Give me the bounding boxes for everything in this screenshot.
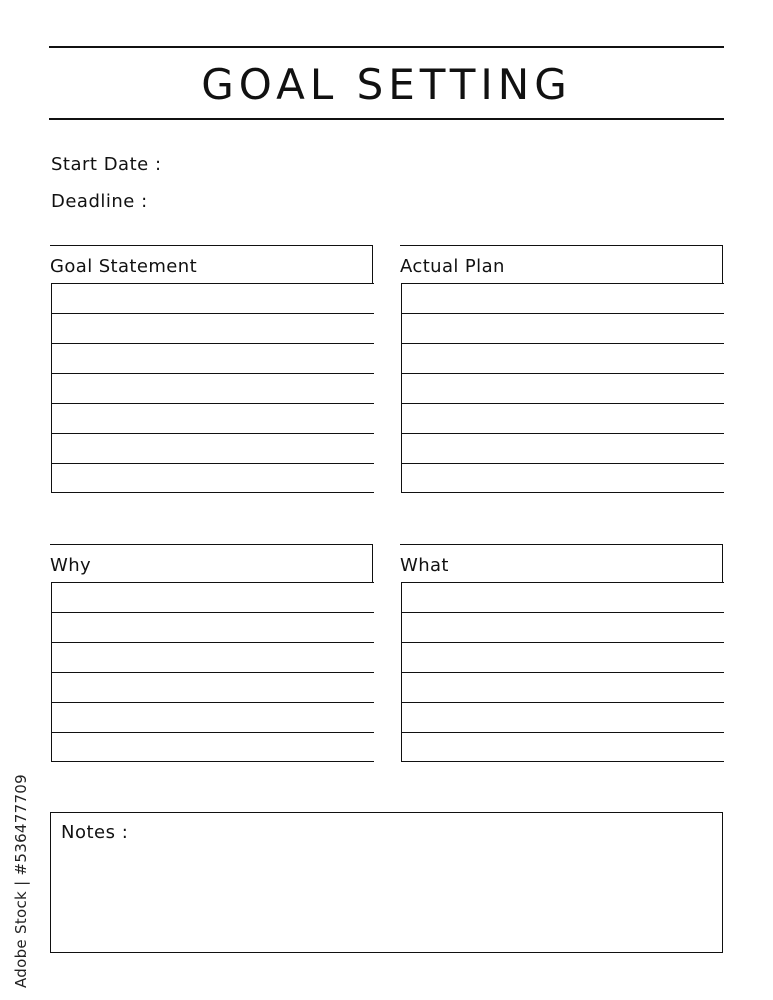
title-underline: [49, 118, 724, 120]
top-rule: [49, 46, 724, 48]
notes-label: Notes :: [61, 822, 129, 843]
goal-statement-label: Goal Statement: [50, 256, 198, 277]
writing-line[interactable]: [402, 612, 724, 642]
writing-line[interactable]: [52, 343, 374, 373]
writing-line[interactable]: [402, 403, 724, 433]
writing-line[interactable]: [402, 672, 724, 702]
goal-statement-lines[interactable]: [51, 283, 374, 493]
writing-line[interactable]: [402, 343, 724, 373]
writing-line[interactable]: [52, 283, 374, 313]
notes-box[interactable]: [50, 812, 723, 953]
writing-line[interactable]: [402, 373, 724, 403]
why-lines[interactable]: [51, 582, 374, 762]
writing-line[interactable]: [402, 433, 724, 463]
why-header: [50, 544, 373, 582]
deadline-label: Deadline :: [51, 191, 148, 212]
stock-id-watermark: Adobe Stock | #536477709: [12, 774, 30, 988]
actual-plan-header: [400, 245, 723, 283]
writing-line[interactable]: [52, 642, 374, 672]
what-header: [400, 544, 723, 582]
writing-line[interactable]: [52, 612, 374, 642]
actual-plan-label: Actual Plan: [400, 256, 505, 277]
what-label: What: [400, 555, 449, 576]
writing-line[interactable]: [52, 313, 374, 343]
page-title: GOAL SETTING: [201, 60, 572, 109]
why-label: Why: [50, 555, 92, 576]
actual-plan-lines[interactable]: [401, 283, 724, 493]
writing-line[interactable]: [52, 582, 374, 612]
goal-statement-header: [50, 245, 373, 283]
writing-line[interactable]: [402, 313, 724, 343]
writing-line[interactable]: [402, 732, 724, 762]
writing-line[interactable]: [52, 732, 374, 762]
writing-line[interactable]: [52, 463, 374, 493]
writing-line[interactable]: [402, 582, 724, 612]
writing-line[interactable]: [52, 702, 374, 732]
writing-line[interactable]: [52, 373, 374, 403]
start-date-label: Start Date :: [51, 154, 162, 175]
writing-line[interactable]: [402, 642, 724, 672]
writing-line[interactable]: [402, 283, 724, 313]
writing-line[interactable]: [52, 433, 374, 463]
writing-line[interactable]: [52, 403, 374, 433]
writing-line[interactable]: [402, 463, 724, 493]
writing-line[interactable]: [402, 702, 724, 732]
what-lines[interactable]: [401, 582, 724, 762]
writing-line[interactable]: [52, 672, 374, 702]
